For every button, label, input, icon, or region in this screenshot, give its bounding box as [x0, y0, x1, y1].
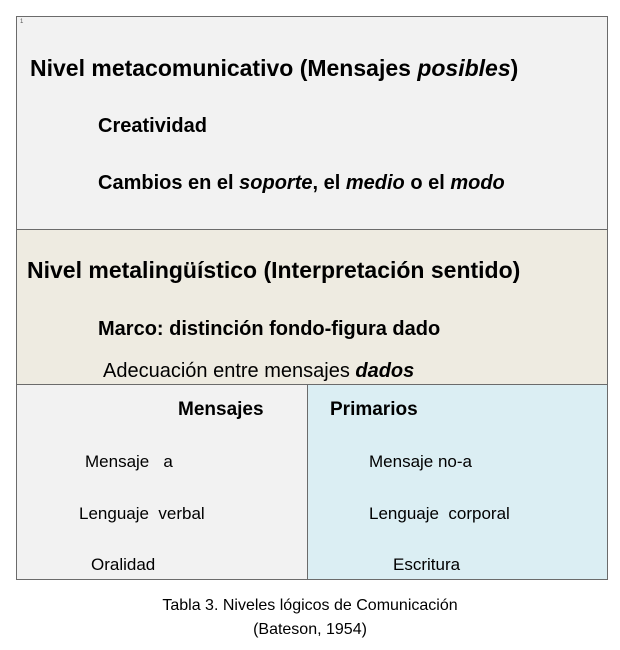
adequacy-label — [103, 361, 414, 381]
metalinguistic-title: Nivel metalingüístico (Interpretación sentido) — [27, 257, 521, 283]
mensajes-header: Mensajes — [178, 399, 264, 420]
caption-line-1: Tabla 3. Niveles lógicos de Comunicación — [162, 597, 458, 614]
primary-messages-left-column — [17, 385, 308, 579]
metacommunicative-title-italic: posibles — [417, 55, 511, 81]
frame-label: Marco: distinción fondo-figura dado — [98, 318, 441, 340]
logical-levels-table — [16, 16, 608, 580]
left-item-lenguaje-verbal: Lenguaje verbal — [79, 504, 205, 523]
metalinguistic-level-section — [17, 230, 607, 385]
metacommunicative-title — [30, 57, 518, 80]
metacommunicative-title-prefix: Nivel metacomunicativo (Mensajes — [30, 55, 418, 81]
changes-label — [98, 173, 505, 193]
dados-word: dados — [355, 360, 415, 382]
creativity-label: Creatividad — [98, 115, 207, 137]
primary-messages-right-column — [308, 385, 607, 579]
metacommunicative-level-section — [17, 17, 607, 230]
adequacy-prefix: Adecuación entre mensajes — [103, 360, 356, 382]
primarios-header: Primarios — [330, 399, 418, 420]
corner-mark: 1 — [20, 19, 24, 25]
right-item-mensaje-no-a: Mensaje no-a — [369, 452, 473, 471]
right-item-escritura: Escritura — [393, 555, 461, 574]
changes-part3: o el — [404, 172, 451, 194]
left-item-mensaje-a: Mensaje a — [85, 452, 173, 471]
metacommunicative-title-suffix: ) — [510, 55, 519, 81]
medio-word: medio — [345, 172, 405, 194]
changes-part1: Cambios en el — [98, 172, 240, 194]
changes-part2: , el — [312, 172, 346, 194]
soporte-word: soporte — [239, 172, 313, 194]
modo-word: modo — [450, 172, 505, 194]
right-item-lenguaje-corporal: Lenguaje corporal — [369, 504, 510, 523]
left-item-oralidad: Oralidad — [91, 555, 156, 574]
caption-line-2: (Bateson, 1954) — [253, 621, 367, 638]
